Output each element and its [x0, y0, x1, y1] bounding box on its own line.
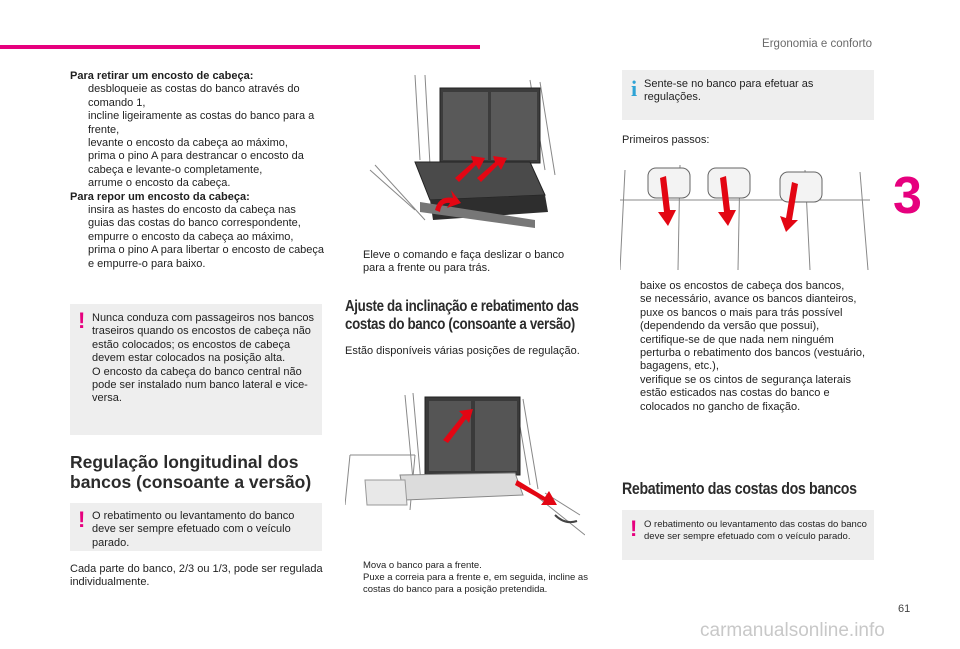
list-item: desbloqueie as costas do banco através do comando 1, — [88, 83, 300, 109]
list-item: levante o encosto da cabeça ao máximo, — [88, 137, 288, 150]
warning-text: O rebatimento ou levantamento das costas do banco deve ser sempre efetuado com o veículo parado. — [644, 519, 867, 542]
section-title: Ergonomia e conforto — [762, 38, 872, 50]
column-1 — [70, 70, 325, 271]
remove-headrest-title: Para retirar um encosto de cabeça: — [70, 70, 254, 82]
warning-text: Nunca conduza com passageiros nos bancos traseiros quando os encostos de cabeça não estão colocados; os encostos de cabeça devem estar colocados na posição alta. O encosto da cabeça do banco central não pode ser instalado num banco lateral e vice-versa. — [92, 312, 314, 405]
page-number: 61 — [898, 603, 911, 615]
warning-box-parked — [70, 503, 322, 551]
list-item: Mova o banco para a frente. — [363, 560, 482, 571]
heading-recline-fold: Ajuste da inclinação e rebatimento das costas do banco (consoante a versão) — [345, 298, 579, 333]
recline-body-text: Estão disponíveis várias posições de regulação. — [345, 345, 580, 357]
list-item: prima o pino A para libertar o encosto de cabeça e empurre-o para baixo. — [88, 244, 325, 270]
remove-steps — [70, 83, 325, 190]
list-item: puxe os bancos o mais para trás possível (dependendo da versão que possui), — [640, 306, 843, 333]
chapter-number: 3 — [893, 167, 922, 225]
longitudinal-body-text: Cada parte do banco, 2/3 ou 1/3, pode ser regulada individualmente. — [70, 563, 323, 589]
list-item: insira as hastes do encosto da cabeça nas guias das costas do banco correspondente, — [88, 204, 301, 230]
list-item: prima o pino A para destrancar o encosto da cabeça e levante-o completamente, — [88, 150, 304, 176]
header-accent-bar — [0, 45, 480, 49]
heading-backrest-folding: Rebatimento das costas dos bancos — [622, 480, 857, 498]
first-steps-label: Primeiros passos: — [622, 134, 710, 146]
list-item: arrume o encosto da cabeça. — [88, 177, 231, 190]
recline-steps — [345, 560, 590, 596]
warning-text: O rebatimento ou levantamento do banco deve ser sempre efetuado com o veículo parado. — [92, 510, 295, 549]
warning-box-backrest — [622, 510, 874, 560]
watermark: carmanualsonline.info — [700, 620, 885, 641]
warning-box-passengers — [70, 304, 322, 435]
refit-steps — [70, 204, 325, 271]
info-box — [622, 70, 874, 120]
list-item: Eleve o comando e faça deslizar o banco para a frente ou para trás. — [363, 249, 565, 275]
list-item: certifique-se de que nada nem ninguém perturba o rebatimento dos bancos (vestuário, bagagens, etc.), — [640, 333, 866, 373]
list-item: verifique se os cintos de segurança laterais estão esticados nas costas do banco e colocados no gancho de fixação. — [640, 373, 851, 413]
list-item: empurre o encosto da cabeça ao máximo, — [88, 230, 294, 243]
warning-exclamation-icon: ! — [78, 308, 86, 333]
warning-exclamation-icon: ! — [630, 516, 638, 541]
seat-recline-illustration — [345, 385, 585, 545]
headrest-lowering-illustration — [620, 160, 870, 275]
list-item: baixe os encostos de cabeça dos bancos, — [640, 280, 845, 292]
list-item: se necessário, avance os bancos dianteiros, — [640, 293, 857, 306]
heading-longitudinal-adjustment: Regulação longitudinal dos bancos (consoante a versão) — [70, 452, 312, 492]
warning-exclamation-icon: ! — [78, 507, 86, 532]
info-text: Sente-se no banco para efetuar as regulações. — [644, 78, 814, 104]
seat-slide-illustration — [345, 70, 580, 240]
info-icon: i — [631, 76, 638, 101]
slide-step — [345, 249, 585, 276]
first-steps-list — [622, 280, 877, 414]
list-item: Puxe a correia para a frente e, em seguida, incline as costas do banco para a posição pretendida. — [363, 572, 588, 595]
list-item: incline ligeiramente as costas do banco para a frente, — [88, 110, 315, 136]
refit-headrest-title: Para repor um encosto da cabeça: — [70, 190, 250, 203]
